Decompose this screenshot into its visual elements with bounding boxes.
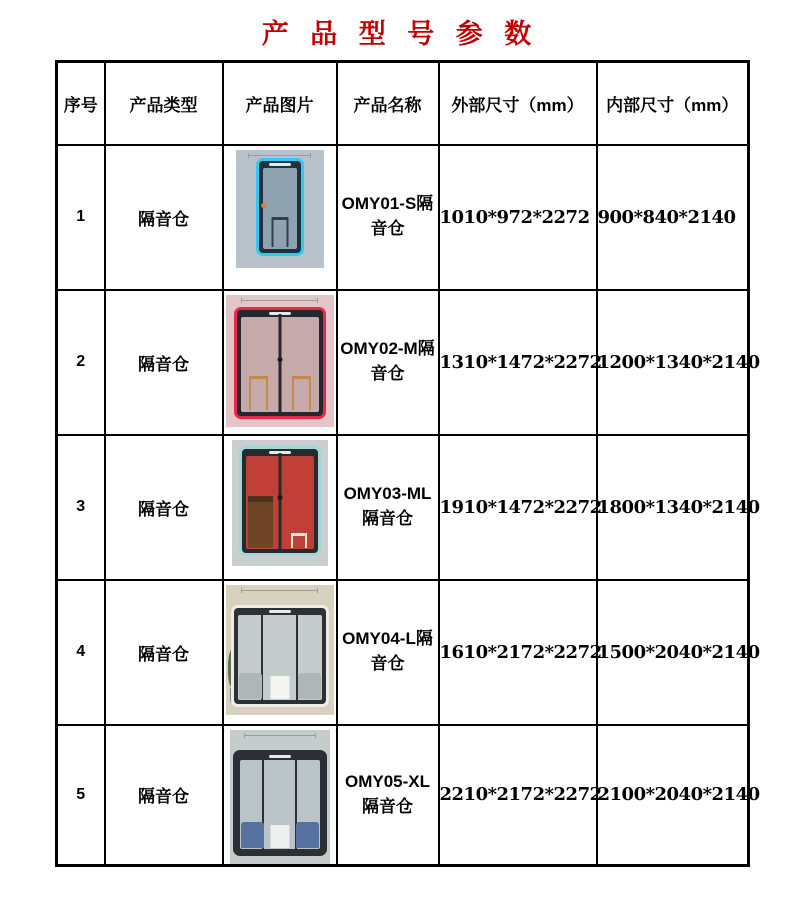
door-divider [278, 453, 281, 549]
cell-product-image [223, 435, 337, 580]
stool-icon [291, 533, 307, 548]
product-photo-omy05 [230, 730, 330, 864]
cell-inner-size: 1200*1340*2140 [597, 290, 749, 435]
stool-icon [249, 376, 268, 410]
product-photo-omy03 [232, 440, 328, 566]
stool-icon [292, 376, 311, 410]
cell-product-image [223, 145, 337, 290]
cell-outer-size: 1010*972*2272 [439, 145, 597, 290]
cell-serial: 3 [57, 435, 105, 580]
cell-product-type: 隔音仓 [105, 725, 223, 866]
table-row [57, 145, 749, 290]
header-product-type: 产品类型 [105, 62, 223, 145]
cell-product-name: OMY02-M隔音仓 [337, 290, 439, 435]
cell-serial: 4 [57, 580, 105, 725]
table-row [57, 725, 749, 866]
cell-outer-size: 1910*1472*2272 [439, 435, 597, 580]
door-handle-icon [277, 357, 282, 362]
cell-product-name: OMY05-XL隔音仓 [337, 725, 439, 866]
door-handle-icon [277, 495, 282, 500]
cell-product-image [223, 290, 337, 435]
booth-vent [269, 610, 291, 613]
cell-product-name: OMY03-ML隔音仓 [337, 435, 439, 580]
cell-outer-size: 2210*2172*2272 [439, 725, 597, 866]
table-row [57, 435, 749, 580]
header-product-name: 产品名称 [337, 62, 439, 145]
booth-vent [269, 163, 291, 166]
cell-product-type: 隔音仓 [105, 290, 223, 435]
stool-seat [292, 376, 311, 379]
coffee-table-icon [270, 825, 289, 848]
dimension-line [241, 300, 319, 301]
coffee-table-icon [270, 676, 289, 699]
door-divider [278, 314, 281, 412]
cell-product-image [223, 580, 337, 725]
booth-graphic [231, 605, 329, 707]
booth-vent [269, 755, 291, 758]
booth-graphic [256, 158, 304, 256]
cell-serial: 5 [57, 725, 105, 866]
piano-icon [248, 496, 273, 548]
cell-product-image [223, 725, 337, 866]
dimension-line [244, 735, 316, 736]
cell-inner-size: 900*840*2140 [597, 145, 749, 290]
header-inner-size: 内部尺寸（mm） [597, 62, 749, 145]
sofa-icon [298, 673, 321, 699]
table-row [57, 290, 749, 435]
cell-product-name: OMY01-S隔音仓 [337, 145, 439, 290]
booth-graphic [239, 446, 321, 556]
header-serial: 序号 [57, 62, 105, 145]
cell-product-type: 隔音仓 [105, 145, 223, 290]
stool-seat [271, 217, 288, 220]
header-outer-size: 外部尺寸（mm） [439, 62, 597, 145]
cell-product-type: 隔音仓 [105, 435, 223, 580]
cell-product-type: 隔音仓 [105, 580, 223, 725]
page-title: 产 品 型 号 参 数 [261, 19, 539, 49]
cell-serial: 1 [57, 145, 105, 290]
cell-serial: 2 [57, 290, 105, 435]
header-product-image: 产品图片 [223, 62, 337, 145]
stool-seat [249, 376, 268, 379]
product-photo-omy02 [226, 295, 334, 427]
stool-seat [291, 533, 307, 536]
dimension-line [241, 590, 319, 591]
sofa-icon [241, 822, 264, 848]
cell-outer-size: 1610*2172*2272 [439, 580, 597, 725]
table-row [57, 580, 749, 725]
sofa-icon [239, 673, 262, 699]
sofa-icon [296, 822, 319, 848]
product-spec-table [55, 60, 760, 867]
header-row [57, 62, 749, 145]
cell-inner-size: 1500*2040*2140 [597, 580, 749, 725]
cell-inner-size: 2100*2040*2140 [597, 725, 749, 866]
cell-product-name: OMY04-L隔音仓 [337, 580, 439, 725]
dimension-line [248, 155, 311, 156]
stool-icon [271, 217, 288, 247]
booth-graphic [233, 750, 327, 856]
product-photo-omy04 [226, 585, 334, 715]
booth-graphic [234, 307, 326, 419]
product-photo-omy01 [236, 150, 324, 268]
cell-outer-size: 1310*1472*2272 [439, 290, 597, 435]
cell-inner-size: 1800*1340*2140 [597, 435, 749, 580]
